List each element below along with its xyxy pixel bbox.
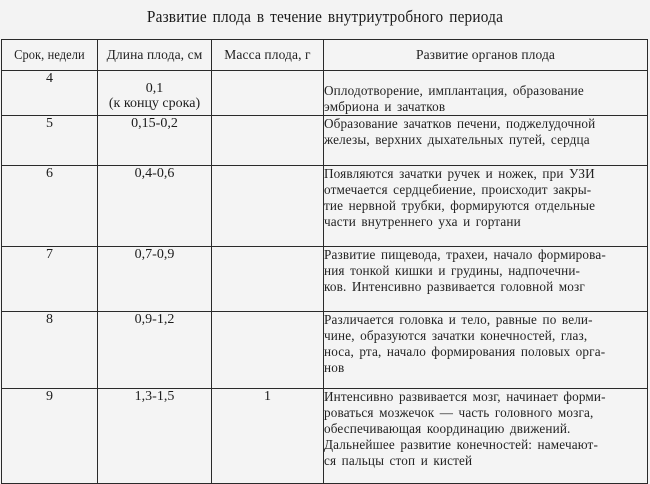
cell-length-note: (к концу срока) [108,96,201,111]
header-term [2,40,98,71]
organs-line: Интенсивно развивается мозг, начинает форми- [324,389,606,404]
cell-organs [324,166,648,247]
cell-week: 6 [2,166,98,247]
organs-line: нов [324,360,345,375]
cell-mass [212,166,324,247]
cell-length: 0,4-0,6 [98,166,212,247]
organs-line: железы, верхних дыхательных путей, сердца [324,132,590,147]
table-row [2,116,648,166]
cell-length: 0,7-0,9 [98,247,212,312]
organs-line: роваться мозжечок — часть головного мозга, [324,405,594,420]
organs-line: Появляются зачатки ручек и ножек, при УЗИ [324,166,595,181]
cell-organs [324,312,648,389]
cell-week: 9 [2,389,98,484]
cell-organs [324,71,648,116]
header-organs: Развитие органов плода [324,40,648,71]
organs-line: Образование зачатков печени, поджелудочной [324,116,596,131]
cell-mass [212,312,324,389]
cell-organs [324,389,648,484]
table-header-row [2,40,648,71]
cell-mass [212,247,324,312]
table-row [2,389,648,484]
cell-organs [324,116,648,166]
cell-length: 0,9-1,2 [98,312,212,389]
cell-week: 4 [2,71,98,116]
organs-line: ков. Интенсивно развивается головной мозг [324,279,585,294]
header-mass: Масса плода, г [212,40,324,71]
cell-mass [212,116,324,166]
organs-line: ся пальцы стоп и кистей [324,453,473,468]
page-title: Развитие плода в течение внутриутробного периода [146,7,504,26]
fetal-development-table [1,39,648,484]
table-row [2,166,648,247]
organs-line: эмбриона и зачатков [324,99,446,114]
cell-length [98,71,212,116]
header-length: Длина плода, см [98,40,212,71]
organs-line: части внутреннего уха и гортани [324,214,521,229]
table-row [2,247,648,312]
cell-length: 0,15-0,2 [98,116,212,166]
table-row [2,71,648,116]
organs-line: Различается головка и тело, равные по вели- [324,312,593,327]
cell-length: 1,3-1,5 [98,389,212,484]
cell-mass: 1 [212,389,324,484]
organs-line: Развитие пищевода, трахеи, начало формирова- [324,247,606,262]
organs-line: носа, рта, начало формирования половых орга- [324,344,606,359]
cell-week: 5 [2,116,98,166]
cell-organs [324,247,648,312]
cell-week: 7 [2,247,98,312]
organs-line: Оплодотворение, имплантация, образование [324,83,584,98]
organs-line: тие нервной трубки, формируются отдельные [324,198,596,213]
header-term-label: Срок, недели [14,47,85,62]
cell-week: 8 [2,312,98,389]
organs-line: ния тонкой кишки и грудины, надпочечни- [324,263,581,278]
organs-line: обеспечивающая координацию движений. [324,421,571,436]
cell-length-value: 0,1 [145,81,164,96]
cell-mass [212,71,324,116]
table-row [2,312,648,389]
organs-line: чине, образуются зачатки конечностей, глаз, [324,328,588,343]
organs-line: Дальнейшее развитие конечностей: намечают- [324,437,599,452]
organs-line: отмечается сердцебиение, происходит закры- [324,182,592,197]
